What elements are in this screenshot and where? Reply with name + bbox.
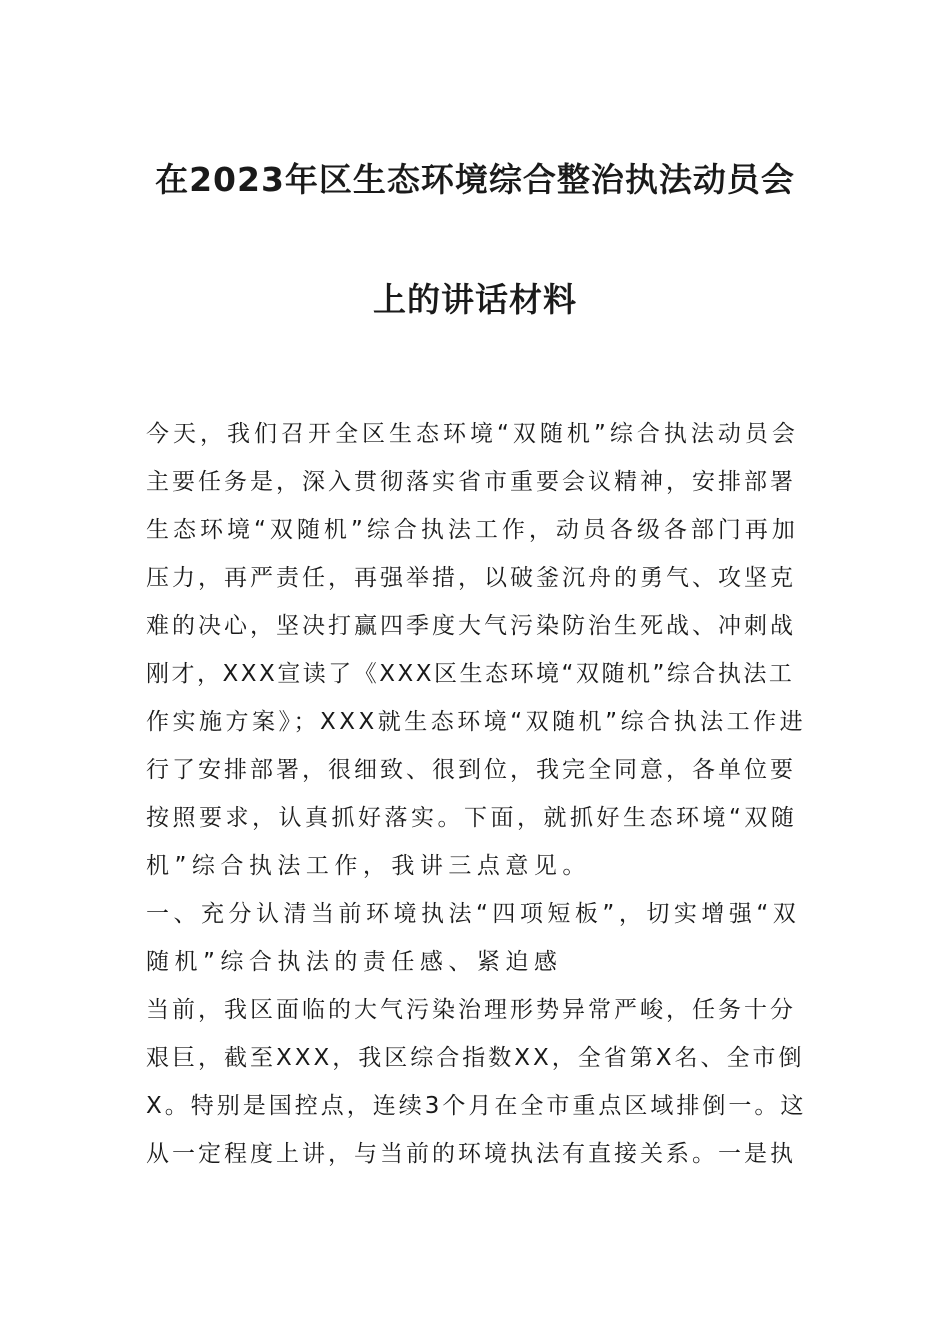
document-title-line-1: 在2023年区生态环境综合整治执法动员会 [155,160,795,199]
document-body [146,410,806,1178]
body-line: 机”综合执法工作，我讲三点意见。 [146,853,591,879]
body-line: 难的决心，坚决打赢四季度大气污染防治生死战、冲刺战 [146,613,796,639]
body-line: 按照要求，认真抓好落实。下面，就抓好生态环境“双随 [146,805,798,831]
body-line: 压力，再严责任，再强举措，以破釜沉舟的勇气、攻坚克 [146,565,796,591]
body-line: 当前，我区面临的大气污染治理形势异常严峻，任务十分 [146,997,796,1023]
body-line: 刚才，XXX宣读了《XXX区生态环境“双随机”综合执法工 [146,661,795,687]
body-line: 主要任务是，深入贯彻落实省市重要会议精神，安排部署 [146,469,796,495]
body-line: 作实施方案》；XXX就生态环境“双随机”综合执法工作进 [146,709,806,735]
body-line: 今天，我们召开全区生态环境“双随机”综合执法动员会 [146,421,799,447]
body-line: X。特别是国控点，连续3个月在全市重点区域排倒一。这 [146,1093,806,1119]
section-heading-line: 随机”综合执法的责任感、紧迫感 [146,949,563,975]
body-line: 从一定程度上讲，与当前的环境执法有直接关系。一是执 [146,1141,796,1167]
body-line: 艰巨，截至XXX，我区综合指数XX，全省第X名、全市倒 [146,1045,805,1071]
body-line: 生态环境“双随机”综合执法工作，动员各级各部门再加 [146,517,799,543]
document-title-line-2: 上的讲话材料 [373,280,577,319]
body-line: 行了安排部署，很细致、很到位，我完全同意，各单位要 [146,757,796,783]
section-heading-line: 一、充分认清当前环境执法“四项短板”，切实增强“双 [146,901,801,927]
